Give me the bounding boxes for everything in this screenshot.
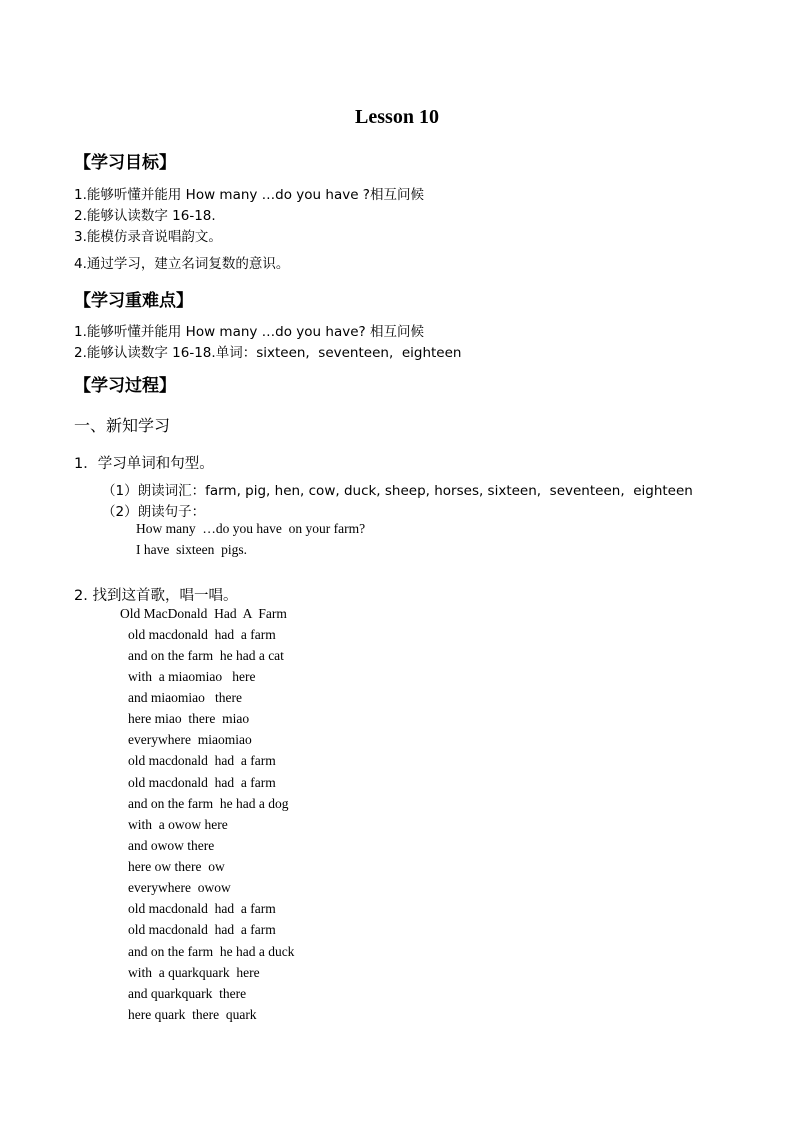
key-point-item: 1.能够听懂并能用 How many …do you have? 相互问候 [74,324,424,340]
sentence: How many …do you have on your farm? [136,521,366,536]
song-line: and on the farm he had a dog [128,796,289,811]
objective-item: 2.能够认读数字 16-18. [74,208,216,224]
step-1: 1．学习单词和句型。 [74,456,214,472]
song-line: and quarkquark there [128,986,247,1001]
song-line: and owow there [128,838,215,853]
song-line: and miaomiao there [128,690,242,705]
section-new-knowledge: 一、新知学习 [74,416,171,435]
song-line: old macdonald had a farm [128,922,276,937]
song-line: everywhere owow [128,880,231,895]
song-line: old macdonald had a farm [128,627,276,642]
objective-item: 1.能够听懂并能用 How many …do you have ?相互问候 [74,187,424,203]
process-heading: 【学习过程】 [74,376,176,396]
song-title: Old MacDonald Had A Farm [120,606,287,621]
song-line: everywhere miaomiao [128,732,252,747]
song-line: here ow there ow [128,859,225,874]
page-title: Lesson 10 [355,106,439,128]
song-line: here quark there quark [128,1007,257,1022]
objective-item: 4.通过学习，建立名词复数的意识。 [74,256,290,272]
objective-item: 3.能模仿录音说唱韵文。 [74,229,222,245]
song-line: and on the farm he had a cat [128,648,284,663]
song-line: old macdonald had a farm [128,775,276,790]
song-line: old macdonald had a farm [128,901,276,916]
step-2: 2. 找到这首歌，唱一唱。 [74,588,238,604]
key-point-item: 2.能够认读数字 16-18.单词：sixteen, seventeen, eighteen [74,345,462,361]
song-line: with a miaomiao here [128,669,256,684]
objectives-heading: 【学习目标】 [74,153,176,173]
sentence: I have sixteen pigs. [136,542,247,557]
song-line: and on the farm he had a duck [128,944,295,959]
sentences-label: （2）朗读句子： [102,504,206,520]
vocab-line: （1）朗读词汇：farm, pig, hen, cow, duck, sheep, horses, sixteen, seventeen, eighteen [102,483,693,499]
key-points-heading: 【学习重难点】 [74,291,193,311]
song-line: here miao there miao [128,711,250,726]
song-line: with a quarkquark here [128,965,260,980]
song-line: old macdonald had a farm [128,753,276,768]
song-line: with a owow here [128,817,228,832]
